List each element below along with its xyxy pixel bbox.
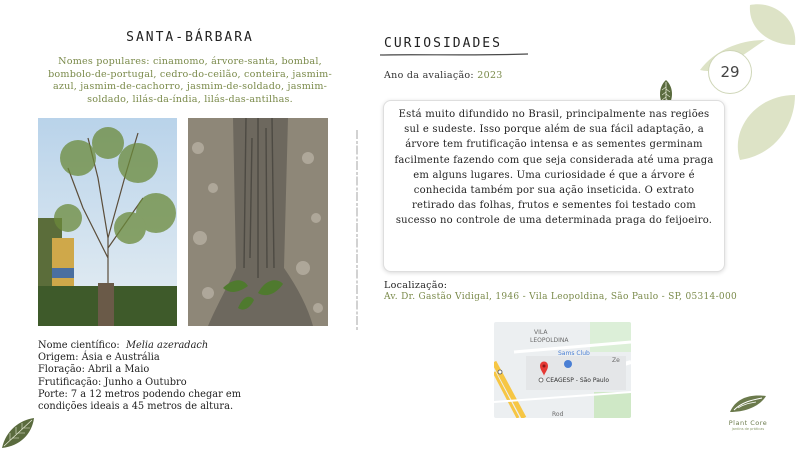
logo-leaf-icon: [728, 392, 768, 414]
scientific-label: Nome científico:: [38, 340, 120, 351]
size-line-1: Porte: 7 a 12 metros podendo chegar em: [38, 388, 241, 400]
scientific-name-row: [38, 340, 338, 352]
evaluation-year: [384, 70, 503, 81]
year-value: 2023: [477, 70, 503, 81]
brand-logo: [718, 392, 778, 431]
corner-leaf-icon: [0, 416, 36, 450]
page-number: 29: [708, 50, 752, 94]
map-road-label: Rod: [552, 411, 564, 418]
brand-tagline: jardins de práticas: [731, 427, 765, 431]
tree-photo: [38, 118, 177, 326]
location-label: Localização:: [384, 280, 448, 291]
map-poi-1: Sams Club: [558, 350, 590, 357]
column-divider: [356, 30, 358, 430]
map-area-label-1: VILA: [534, 329, 548, 336]
scientific-name: Melia azeradach: [125, 340, 209, 351]
origin: Origem: Ásia e Austrália: [38, 352, 160, 364]
plant-title: SANTA-BÁRBARA: [126, 30, 254, 45]
fruiting: Frutificação: Junho a Outubro: [38, 376, 187, 388]
flowering: Floração: Abril a Maio: [38, 364, 150, 376]
year-label: Ano da avaliação:: [384, 70, 474, 81]
map-area-label-2: LEOPOLDINA: [530, 337, 569, 344]
brand-name: Plant Core: [728, 419, 768, 427]
location-map[interactable]: [494, 322, 631, 418]
plant-info: [38, 340, 338, 413]
curiosity-text: Está muito difundido no Brasil, principalmente nas regiões sul e sudeste. Isso porque além de sua fácil adaptação, a árvore tem frutificação intensa e as sementes germinam facilmente fazendo com que seja considerada até uma praga em alguns lugares. Uma curiosidade é que a árvore é conhecida também por sua ação inseticida. O extrato retirado das folhas, frutos e sementes foi testado com sucesso no controle de uma determinada praga do feijoeiro.: [394, 109, 714, 227]
section-title: CURIOSIDADES: [384, 36, 502, 51]
size-line-2: condições ideais a 45 metros de altura.: [38, 401, 234, 413]
popular-names: Nomes populares: cinamomo, árvore-santa, bombal, bombolo-de-portugal, cedro-do-ceilão, conteira, jasmim-azul, jasmim-de-cachorro, jasmim-de-soldado, jasmim-soldado, lilás-da-índia, lilás-das-antilhas.: [48, 56, 332, 105]
trunk-photo: [188, 118, 328, 326]
title-underline: [380, 52, 530, 58]
map-poi-2: CEAGESP - São Paulo: [546, 377, 610, 384]
location-address[interactable]: Av. Dr. Gastão Vidigal, 1946 - Vila Leopoldina, São Paulo - SP, 05314-000: [384, 292, 737, 302]
map-partial-label: Ze: [612, 357, 620, 364]
